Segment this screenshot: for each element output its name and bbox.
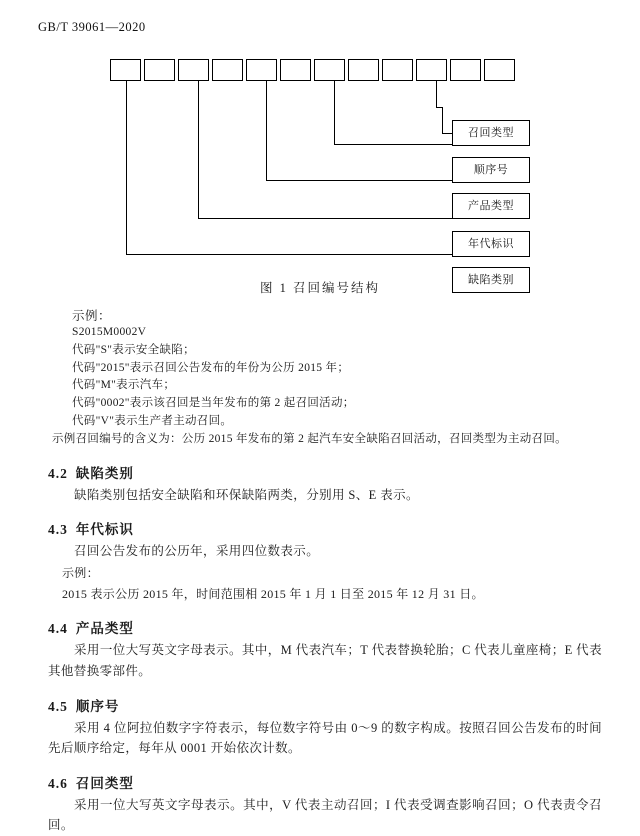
section-paragraph: 采用 4 位阿拉伯数字字符表示，每位数字符号由 0～9 的数字构成。按照召回公告发布的时间先后顺序给定，每年从 0001 开始依次计数。 [48,720,602,756]
section-number: 4.3 [48,522,68,538]
example-line: 代码"M"表示汽车； [72,379,176,392]
section-paragraph: 缺陷类别包括安全缺陷和环保缺陷两类，分别用 S、E 表示。 [74,487,419,502]
code-cell [314,59,345,81]
section-title: 顺序号 [75,698,120,714]
section-heading-4-2 [48,462,602,482]
leader-line-horizontal [334,144,452,145]
leader-line-vertical [266,81,267,180]
example-block [38,306,602,449]
figure-label-text: 召回类型 [468,127,514,139]
figure-label-text: 年代标识 [468,238,514,250]
figure-label-text: 产品类型 [468,200,514,212]
code-cell [450,59,481,81]
leader-line-horizontal [266,180,452,181]
figure-label-box [452,193,530,219]
section-number: 4.6 [48,775,68,791]
section-paragraph: 召回公告发布的公历年，采用四位数表示。 [74,544,320,559]
section-note-title: 示例： [62,565,99,580]
code-cell [280,59,311,81]
leader-line-vertical [334,81,335,144]
figure-label-box [452,231,530,257]
example-summary: 示例召回编号的含义为：公历 2015 年发布的第 2 起汽车安全缺陷召回活动，召回类型为主动召回。 [52,432,567,445]
example-line: 代码"0002"表示该召回是当年发布的第 2 起召回活动； [72,397,355,410]
example-title: 示例： [72,309,112,323]
example-line: 代码"2015"表示召回公告发布的年份为公历 2015 年； [72,361,350,374]
code-cell [110,59,141,81]
leader-line-horizontal [442,133,452,134]
page-header-standard-number: GB/T 39061—2020 [38,20,146,34]
section-number: 4.5 [48,698,68,714]
code-cell [144,59,175,81]
section-title: 召回类型 [75,775,134,791]
section-title: 缺陷类别 [75,465,134,481]
code-cell [212,59,243,81]
section-title: 产品类型 [75,621,134,637]
code-cell [484,59,515,81]
code-cell [178,59,209,81]
section-heading-4-5 [48,695,602,715]
leader-line-vertical [126,81,127,254]
section-heading-4-3 [48,518,602,538]
figure-caption: 图 1 召回编号结构 [259,281,380,295]
section-heading-4-4 [48,617,602,637]
leader-line-vertical [436,81,437,107]
section-note-line: 2015 表示公历 2015 年，时间范围相 2015 年 1 月 1 日至 2015 年 12 月 31 日。 [62,587,484,602]
leader-line-vertical [442,107,443,133]
section-heading-4-6 [48,772,602,792]
leader-line-vertical [198,81,199,218]
code-cell [246,59,277,81]
code-cell [348,59,379,81]
section-number: 4.2 [48,465,68,481]
figure-label-text: 缺陷类别 [468,274,514,286]
section-title: 年代标识 [75,522,134,538]
figure-recall-number-structure [38,51,602,286]
example-code: S2015M0002V [72,326,147,338]
figure-label-box [452,267,530,293]
section-paragraph: 采用一位大写英文字母表示。其中，M 代表汽车；T 代表替换轮胎；C 代表儿童座椅；E 代表其他替换零部件。 [48,643,602,678]
figure-label-text: 顺序号 [473,164,509,176]
code-cell [382,59,413,81]
leader-line-horizontal [198,218,452,219]
example-line: 代码"V"表示生产者主动召回。 [72,415,233,428]
code-cell [416,59,447,81]
code-cell-row [110,59,515,81]
example-line: 代码"S"表示安全缺陷； [72,343,195,356]
leader-line-horizontal [126,254,452,255]
figure-label-box [452,157,530,183]
section-paragraph: 采用一位大写英文字母表示。其中，V 代表主动召回；I 代表受调查影响召回；O 代表责令召回。 [48,797,602,833]
section-number: 4.4 [48,621,68,637]
figure-label-box [452,120,530,146]
